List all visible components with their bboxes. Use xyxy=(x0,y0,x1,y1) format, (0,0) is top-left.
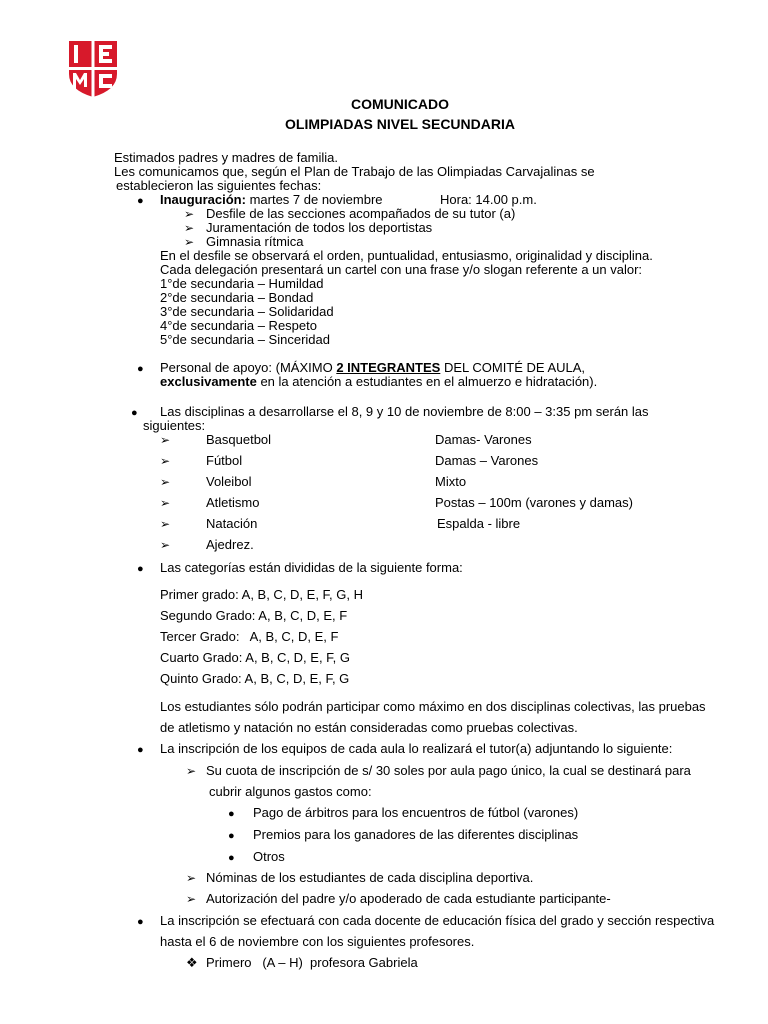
autorizacion-item: Autorización del padre y/o apoderado de cada estudiante participante- xyxy=(206,891,611,906)
sub-bullet-icon: ● xyxy=(228,852,235,864)
disciplinas-line2: siguientes: xyxy=(143,418,206,433)
arrow-bullet-icon: ➢ xyxy=(186,892,197,906)
gasto-item: Otros xyxy=(253,849,285,864)
discipline-detail: Damas- Varones xyxy=(435,432,532,447)
nominas-item: Nóminas de los estudiantes de cada disciplina deportiva. xyxy=(206,870,534,885)
sub-bullet-icon: ● xyxy=(228,808,235,820)
bullet-icon: ● xyxy=(137,563,144,575)
personal-line2 xyxy=(160,375,597,389)
discipline-name: Fútbol xyxy=(206,453,243,468)
value-item: 1°de secundaria – Humildad xyxy=(160,276,324,291)
arrow-bullet-icon: ➢ xyxy=(186,764,197,778)
sub-bullet-icon: ● xyxy=(228,830,235,842)
value-item: 2°de secundaria – Bondad xyxy=(160,290,314,305)
grade-sections: Primer grado: A, B, C, D, E, F, G, H xyxy=(160,587,363,602)
arrow-bullet-icon: ➢ xyxy=(160,475,171,489)
discipline-detail: Postas – 100m (varones y damas) xyxy=(435,495,633,510)
discipline-name: Atletismo xyxy=(206,495,260,510)
inscripcion-intro: La inscripción de los equipos de cada aula lo realizará el tutor(a) adjuntando lo siguiente: xyxy=(160,741,673,756)
intro-paragraph-line1: Les comunicamos que, según el Plan de Trabajo de las Olimpiadas Carvajalinas se xyxy=(114,164,595,179)
arrow-bullet-icon: ➢ xyxy=(160,454,171,468)
grade-sections: Cuarto Grado: A, B, C, D, E, F, G xyxy=(160,650,351,665)
greeting: Estimados padres y madres de familia. xyxy=(114,150,338,165)
inauguracion-time: Hora: 14.00 p.m. xyxy=(440,192,537,207)
inauguracion-item: Gimnasia rítmica xyxy=(206,234,304,249)
discipline-detail: Damas – Varones xyxy=(435,453,539,468)
arrow-bullet-icon: ➢ xyxy=(160,538,171,552)
inauguracion-label: Inauguración: xyxy=(160,192,246,207)
cuota-line1: Su cuota de inscripción de s/ 30 soles por aula pago único, la cual se destinará para xyxy=(206,763,691,778)
cuota-line2: cubrir algunos gastos como: xyxy=(209,784,372,799)
bullet-icon: ● xyxy=(137,195,144,207)
arrow-bullet-icon: ➢ xyxy=(160,496,171,510)
arrow-bullet-icon: ➢ xyxy=(160,433,171,447)
diamond-bullet-icon: ❖ xyxy=(186,955,198,970)
docente-first: Primero (A – H) profesora Gabriela xyxy=(206,955,418,970)
bullet-icon: ● xyxy=(137,916,144,928)
value-item: 3°de secundaria – Solidaridad xyxy=(160,304,334,319)
grade-sections: Segundo Grado: A, B, C, D, E, F xyxy=(160,608,348,623)
categorias-intro: Las categorías están divididas de la siguiente forma: xyxy=(160,560,463,575)
discipline-detail: Espalda - libre xyxy=(437,516,521,531)
discipline-detail: Mixto xyxy=(435,474,467,489)
personal-part5: en la atención a estudiantes en el almuerzo e hidratación). xyxy=(256,374,598,389)
grade-sections: Tercer Grado: A, B, C, D, E, F xyxy=(160,629,339,644)
cartel-note: Cada delegación presentará un cartel con una frase y/o slogan referente a un valor: xyxy=(160,262,643,277)
arrow-bullet-icon: ➢ xyxy=(184,221,195,235)
disciplinas-line1: Las disciplinas a desarrollarse el 8, 9 y 10 de noviembre de 8:00 – 3:35 pm serán las xyxy=(160,404,649,419)
arrow-bullet-icon: ➢ xyxy=(184,235,195,249)
categorias-note-line2: de atletismo y natación no están consideradas como pruebas colectivas. xyxy=(160,720,578,735)
arrow-bullet-icon: ➢ xyxy=(184,207,195,221)
personal-integrantes: 2 INTEGRANTES xyxy=(336,360,441,375)
discipline-name: Natación xyxy=(206,516,258,531)
discipline-name: Basquetbol xyxy=(206,432,272,447)
discipline-name: Voleibol xyxy=(206,474,252,489)
personal-exclusivamente: exclusivamente xyxy=(160,374,257,389)
value-item: 5°de secundaria – Sinceridad xyxy=(160,332,330,347)
school-crest-logo xyxy=(68,40,118,98)
bullet-icon: ● xyxy=(131,407,138,419)
value-item: 4°de secundaria – Respeto xyxy=(160,318,317,333)
discipline-name: Ajedrez. xyxy=(206,537,254,552)
grade-sections: Quinto Grado: A, B, C, D, E, F, G xyxy=(160,671,350,686)
personal-line1 xyxy=(160,361,657,375)
docentes-line2: hasta el 6 de noviembre con los siguientes profesores. xyxy=(160,934,475,949)
bullet-icon: ● xyxy=(137,363,144,375)
intro-paragraph-line2: establecieron las siguientes fechas: xyxy=(116,178,322,193)
arrow-bullet-icon: ➢ xyxy=(160,517,171,531)
desfile-note: En el desfile se observará el orden, puntualidad, entusiasmo, originalidad y disciplina. xyxy=(160,248,653,263)
inauguracion-item: Juramentación de todos los deportistas xyxy=(206,220,433,235)
bullet-icon: ● xyxy=(137,744,144,756)
categorias-note-line1: Los estudiantes sólo podrán participar como máximo en dos disciplinas colectivas, las pruebas xyxy=(160,699,706,714)
arrow-bullet-icon: ➢ xyxy=(186,871,197,885)
personal-part3: DEL COMITÉ DE AULA, xyxy=(440,360,586,375)
gasto-item: Pago de árbitros para los encuentros de fútbol (varones) xyxy=(253,805,579,820)
inauguracion-date: martes 7 de noviembre xyxy=(245,192,383,207)
docentes-line1: La inscripción se efectuará con cada docente de educación física del grado y sección respectiva xyxy=(160,913,715,928)
page-title: COMUNICADO xyxy=(351,96,449,112)
inauguracion-line xyxy=(160,193,383,207)
personal-part1: Personal de apoyo: (MÁXIMO xyxy=(160,360,337,375)
gasto-item: Premios para los ganadores de las diferentes disciplinas xyxy=(253,827,579,842)
inauguracion-item: Desfile de las secciones acompañados de su tutor (a) xyxy=(206,206,516,221)
page-subtitle: OLIMPIADAS NIVEL SECUNDARIA xyxy=(285,116,515,132)
